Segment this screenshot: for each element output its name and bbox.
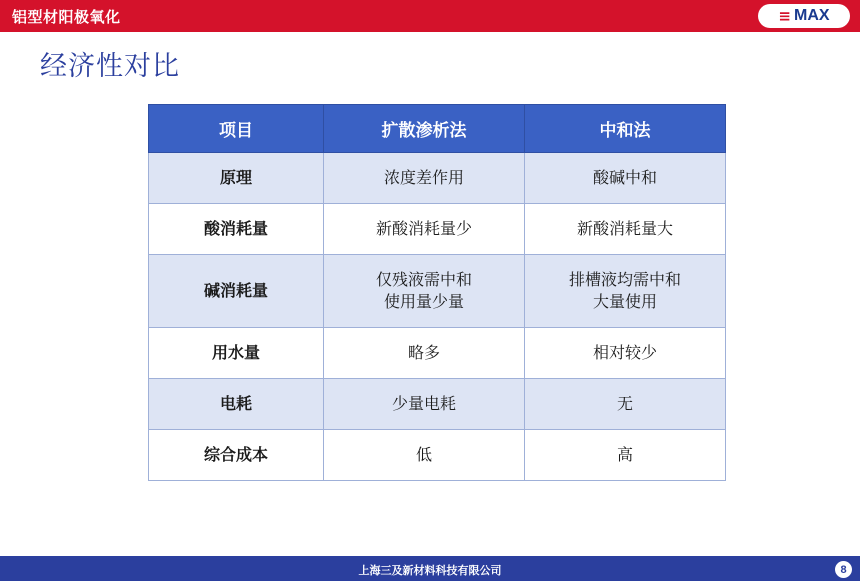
table-row: [149, 379, 726, 430]
column-header-neutralization: 中和法: [525, 105, 726, 153]
cell-line: 排槽液均需中和: [568, 270, 681, 290]
cell-line: 大量使用: [592, 292, 657, 311]
page-number-badge: 8: [835, 561, 852, 578]
logo-bars-icon: ≡: [778, 6, 791, 25]
cell-line: 新酸消耗量大: [576, 219, 673, 239]
row-cell-diffusion: [324, 328, 525, 379]
table-body: [149, 153, 726, 481]
row-cell-neutralization: [525, 204, 726, 255]
cell-line: 新酸消耗量少: [375, 219, 472, 239]
cell-line: 高: [616, 445, 633, 465]
company-logo: [758, 4, 850, 28]
footer-company-name: 上海三及新材料科技有限公司: [358, 564, 502, 577]
row-cell-diffusion: [324, 379, 525, 430]
table-header-row: [149, 105, 726, 153]
row-cell-diffusion: [324, 153, 525, 204]
table-row: [149, 153, 726, 204]
logo-wordmark: MAX: [794, 7, 830, 24]
cell-line: 略多: [407, 343, 440, 363]
table-row: [149, 255, 726, 328]
table-row: [149, 430, 726, 481]
row-label: 原理: [149, 153, 324, 204]
row-cell-neutralization: [525, 153, 726, 204]
cell-line: 无: [616, 394, 633, 414]
row-cell-diffusion: [324, 255, 525, 328]
row-cell-diffusion: [324, 430, 525, 481]
comparison-table-container: [148, 104, 716, 481]
cell-line: 使用量少量: [383, 292, 464, 311]
cell-line: 浓度差作用: [383, 168, 464, 188]
row-cell-neutralization: [525, 255, 726, 328]
table-row: [149, 204, 726, 255]
comparison-table: [148, 104, 726, 481]
column-header-item: 项目: [149, 105, 324, 153]
row-cell-neutralization: [525, 430, 726, 481]
cell-line: 酸碱中和: [592, 168, 657, 188]
column-header-diffusion-dialysis: 扩散渗析法: [324, 105, 525, 153]
table-header: [149, 105, 726, 153]
row-cell-neutralization: [525, 379, 726, 430]
page-title: 经济性对比: [40, 51, 180, 82]
cell-line: 少量电耗: [391, 394, 456, 414]
row-label: 酸消耗量: [149, 204, 324, 255]
cell-line: 相对较少: [592, 343, 657, 363]
row-label: 电耗: [149, 379, 324, 430]
row-label: 用水量: [149, 328, 324, 379]
cell-line: 低: [415, 445, 432, 465]
slide-header-bar: [0, 0, 860, 32]
row-cell-neutralization: [525, 328, 726, 379]
slide-header-title: 铝型材阳极氧化: [12, 7, 121, 26]
table-row: [149, 328, 726, 379]
cell-line: 仅残液需中和: [375, 270, 472, 290]
slide-footer: [0, 559, 860, 581]
row-cell-diffusion: [324, 204, 525, 255]
row-label: 综合成本: [149, 430, 324, 481]
row-label: 碱消耗量: [149, 255, 324, 328]
